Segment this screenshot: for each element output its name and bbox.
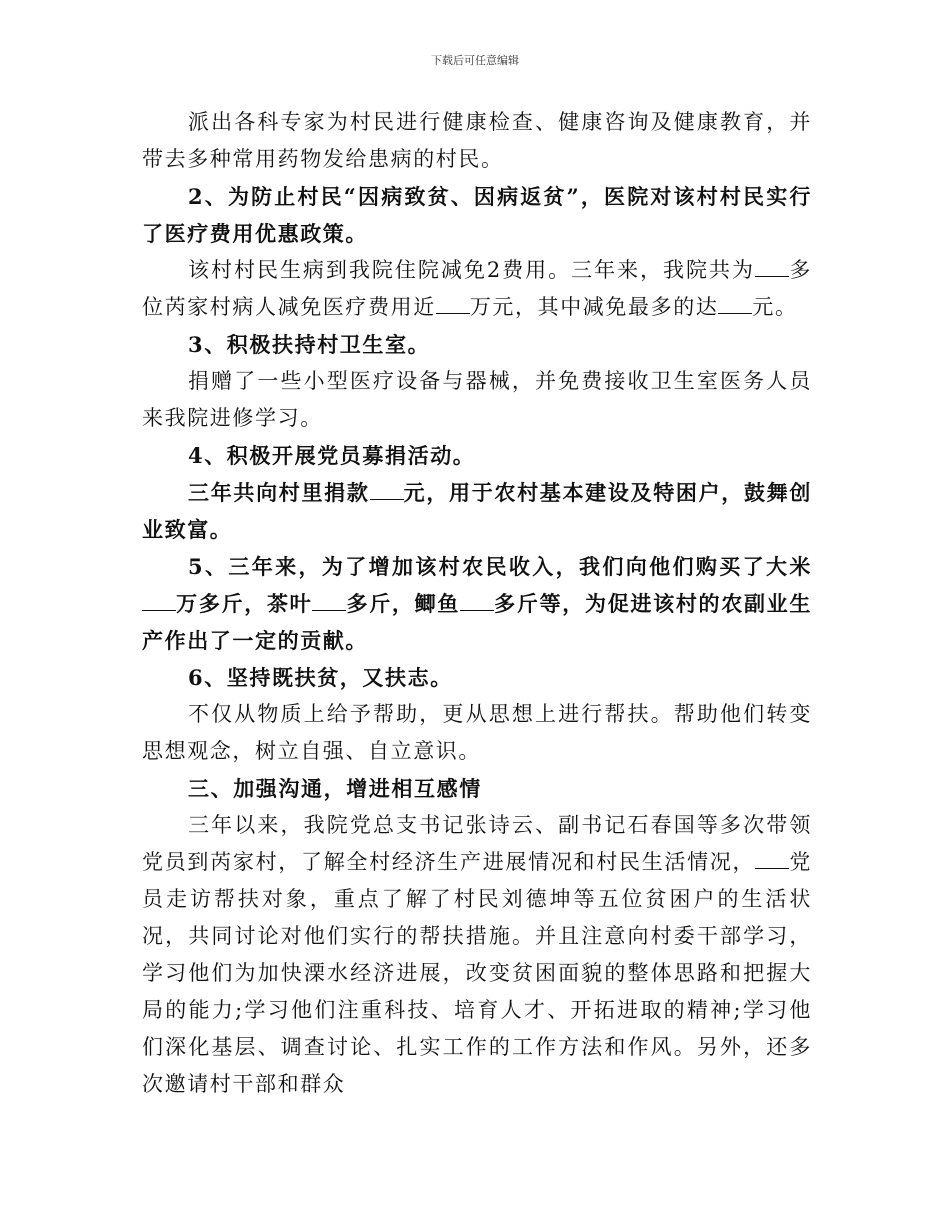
heading-strengthen-communication: 三、加强沟通，增进相互感情: [188, 776, 482, 801]
paragraph-hospital-fee-reduction: 该村村民生病到我院住院减免2费用。三年来，我院共为 多位芮家村病人减免医疗费用近 万元，其中减免最多的达 元。: [142, 252, 812, 326]
document-body: [142, 104, 812, 1103]
heading-support-clinic: 3、积极扶持村卫生室。: [188, 332, 431, 357]
paragraph-village-donation: 三年共向村里捐款 元，用于农村基本建设及特困户，鼓舞创业致富。: [142, 474, 812, 548]
fill-blank: [312, 588, 346, 611]
fill-blank: [460, 588, 494, 611]
fill-blank: [755, 254, 789, 277]
paragraph-expert-checkups: 派出各科专家为村民进行健康检查、健康咨询及健康教育，并带去多种常用药物发给患病的村民。: [142, 110, 812, 171]
paragraph-party-visits: 三年以来，我院党总支书记张诗云、副书记石春国等多次带领党员到芮家村，了解全村经济生产进展情况和村民生活情况， 党员走访帮扶对象，重点了解了村民刘德坤等五位贫困户的生活状况，共同讨论对他们实行的帮扶措施。并且注意向村委干部学习，学习他们为加快溧水经济进展，改变贫困面貌的整体思路和把握大局的能力;学习他们注重科技、培育人才、开拓进取的精神;学习他们深化基层、调查讨论、扎实工作的工作方法和作风。另外，还多次邀请村干部和群众: [142, 813, 812, 1096]
heading-medical-discount-policy: 2、为防止村民“因病致贫、因病返贫”，医院对该村村民实行了医疗费用优惠政策。: [142, 184, 812, 246]
heading-party-donation: 4、积极开展党员募捐活动。: [188, 443, 476, 468]
fill-blank: [718, 291, 752, 314]
paragraph-equipment-donation: 捐赠了一些小型医疗设备与器械，并免费接收卫生室医务人员来我院进修学习。: [142, 369, 812, 430]
fill-blank: [142, 588, 176, 611]
paragraph-produce-purchase: 5、三年来，为了增加该村农民收入，我们向他们购买了大米万多斤，茶叶 多斤，鲫鱼 多斤等，为促进该村的农副业生产作出了一定的贡献。: [142, 554, 812, 653]
fill-blank: [755, 846, 789, 869]
paragraph-ideological-support: 不仅从物质上给予帮助，更从思想上进行帮扶。帮助他们转变思想观念，树立自强、自立意识。: [142, 702, 812, 763]
fill-blank: [436, 291, 470, 314]
page-header: 下载后可任意编辑: [431, 54, 519, 67]
heading-poverty-and-ambition: 6、坚持既扶贫，又扶志。: [188, 665, 453, 690]
fill-blank: [370, 477, 404, 500]
